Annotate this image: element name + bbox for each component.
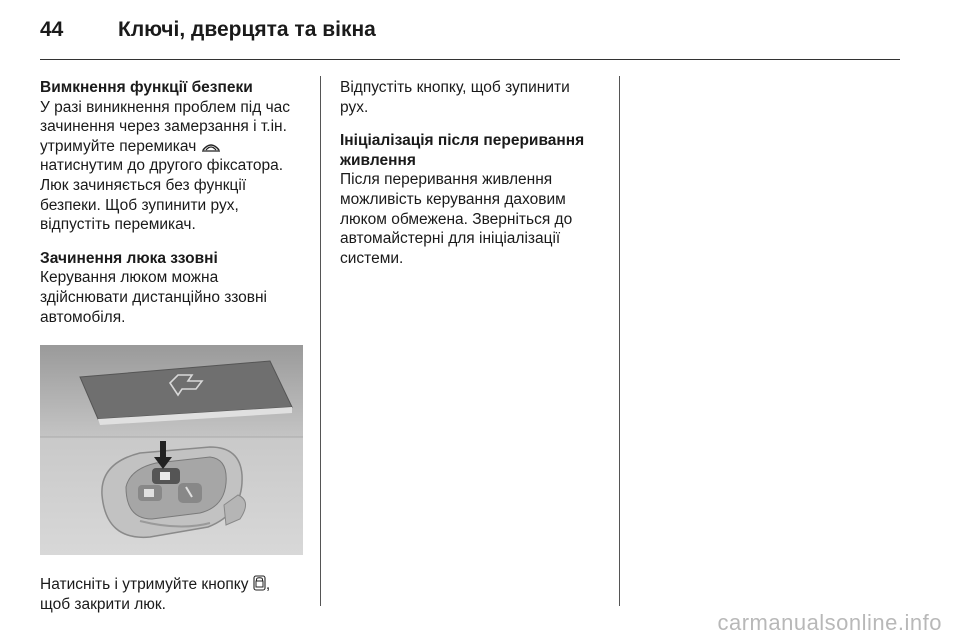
page-header xyxy=(40,18,376,52)
watermark: carmanualsonline.info xyxy=(717,610,942,635)
section-close-outside xyxy=(40,249,308,327)
paragraph-text: Після переривання живлення можливість керування даховим люком обмежена. Зверніться до автомайстерні для ініціалізації системи. xyxy=(340,171,573,267)
key-fob-sunroof-illustration xyxy=(40,345,303,555)
section-heading: Зачинення люка ззовні xyxy=(40,249,218,267)
illustration-svg xyxy=(40,345,303,555)
paragraph-text: У разі виникнення проблем під час зачинення через замерзання і т.ін. утримуйте перемикач xyxy=(40,98,291,155)
paragraph-text-cont: натиснутим до другого фіксатора. Люк зачиняється без функції безпеки. Щоб зупинити рух, відпустіть перемикач. xyxy=(40,157,284,234)
section-heading: Вимкнення функції безпеки xyxy=(40,79,253,96)
section-safety-off xyxy=(40,78,308,235)
page-number: 44 xyxy=(40,18,64,41)
column-divider-right xyxy=(619,76,620,606)
paragraph-text: Керування люком можна здійснювати дистанційно ззовні автомобіля. xyxy=(40,269,267,326)
column-divider-left xyxy=(320,76,321,606)
figure-caption xyxy=(40,575,308,614)
paragraph-release: Відпустіть кнопку, щоб зупинити рух. xyxy=(340,79,570,116)
lock-button-icon xyxy=(253,575,266,591)
column-left xyxy=(40,78,308,614)
page-title: Ключі, дверцята та вікна xyxy=(118,18,376,41)
sunroof-switch-icon xyxy=(201,139,221,153)
caption-text: Натисніть і утримуйте кнопку xyxy=(40,576,249,594)
header-rule xyxy=(40,59,900,60)
caption-text-cont: , щоб закрити люк. xyxy=(40,576,271,613)
section-heading: Ініціалізація після переривання живлення xyxy=(340,132,585,169)
section-initialization xyxy=(340,131,602,268)
column-middle xyxy=(340,78,602,282)
